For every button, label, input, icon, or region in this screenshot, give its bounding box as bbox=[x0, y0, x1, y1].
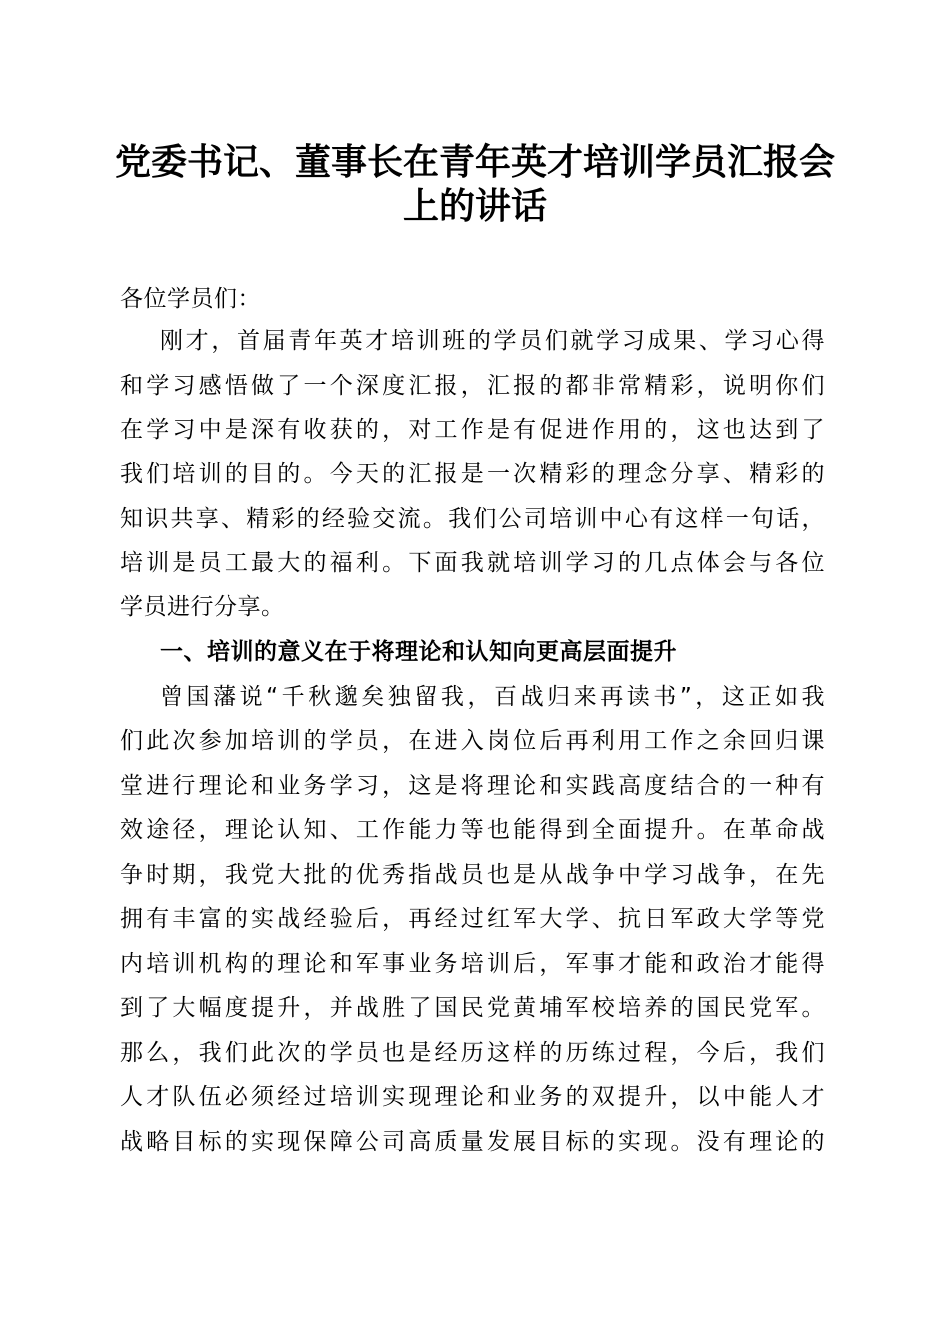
paragraph-2-line: 那么，我们此次的学员也是经历这样的历练过程，今后，我们 bbox=[120, 1040, 825, 1066]
paragraph-2-line: 拥有丰富的实战经验后，再经过红军大学、抗日军政大学等党 bbox=[120, 906, 825, 932]
document-title-line-1: 党委书记、董事长在青年英才培训学员汇报会 bbox=[114, 141, 835, 183]
paragraph-2-line: 人才队伍必须经过培训实现理论和业务的双提升，以中能人才 bbox=[120, 1084, 825, 1110]
paragraph-1-line: 和学习感悟做了一个深度汇报，汇报的都非常精彩，说明你们 bbox=[120, 373, 825, 399]
greeting: 各位学员们： bbox=[120, 286, 261, 312]
paragraph-1-line: 在学习中是深有收获的，对工作是有促进作用的，这也达到了 bbox=[120, 417, 825, 443]
paragraph-1-line: 培训是员工最大的福利。下面我就培训学习的几点体会与各位 bbox=[120, 550, 825, 576]
paragraph-2-line: 战略目标的实现保障公司高质量发展目标的实现。没有理论的 bbox=[120, 1129, 825, 1155]
paragraph-2-line: 争时期，我党大批的优秀指战员也是从战争中学习战争，在先 bbox=[120, 862, 825, 888]
paragraph-2-line: 内培训机构的理论和军事业务培训后，军事才能和政治才能得 bbox=[120, 951, 825, 977]
paragraph-1-line: 学员进行分享。 bbox=[120, 594, 285, 620]
paragraph-1-line: 刚才，首届青年英才培训班的学员们就学习成果、学习心得 bbox=[160, 328, 825, 354]
document-title-line-2: 上的讲话 bbox=[402, 185, 547, 227]
paragraph-1-line: 知识共享、精彩的经验交流。我们公司培训中心有这样一句话， bbox=[120, 506, 825, 532]
paragraph-2-line: 效途径，理论认知、工作能力等也能得到全面提升。在革命战 bbox=[120, 817, 825, 843]
paragraph-2-line: 堂进行理论和业务学习，这是将理论和实践高度结合的一种有 bbox=[120, 773, 825, 799]
paragraph-2-line: 曾国藩说“千秋邈矣独留我，百战归来再读书”，这正如我 bbox=[160, 684, 825, 710]
paragraph-1-line: 我们培训的目的。今天的汇报是一次精彩的理念分享、精彩的 bbox=[120, 461, 825, 487]
paragraph-2-line: 到了大幅度提升，并战胜了国民党黄埔军校培养的国民党军。 bbox=[120, 995, 825, 1021]
paragraph-2-line: 们此次参加培训的学员，在进入岗位后再利用工作之余回归课 bbox=[120, 728, 825, 754]
section-1-heading: 一、培训的意义在于将理论和认知向更高层面提升 bbox=[160, 639, 677, 665]
